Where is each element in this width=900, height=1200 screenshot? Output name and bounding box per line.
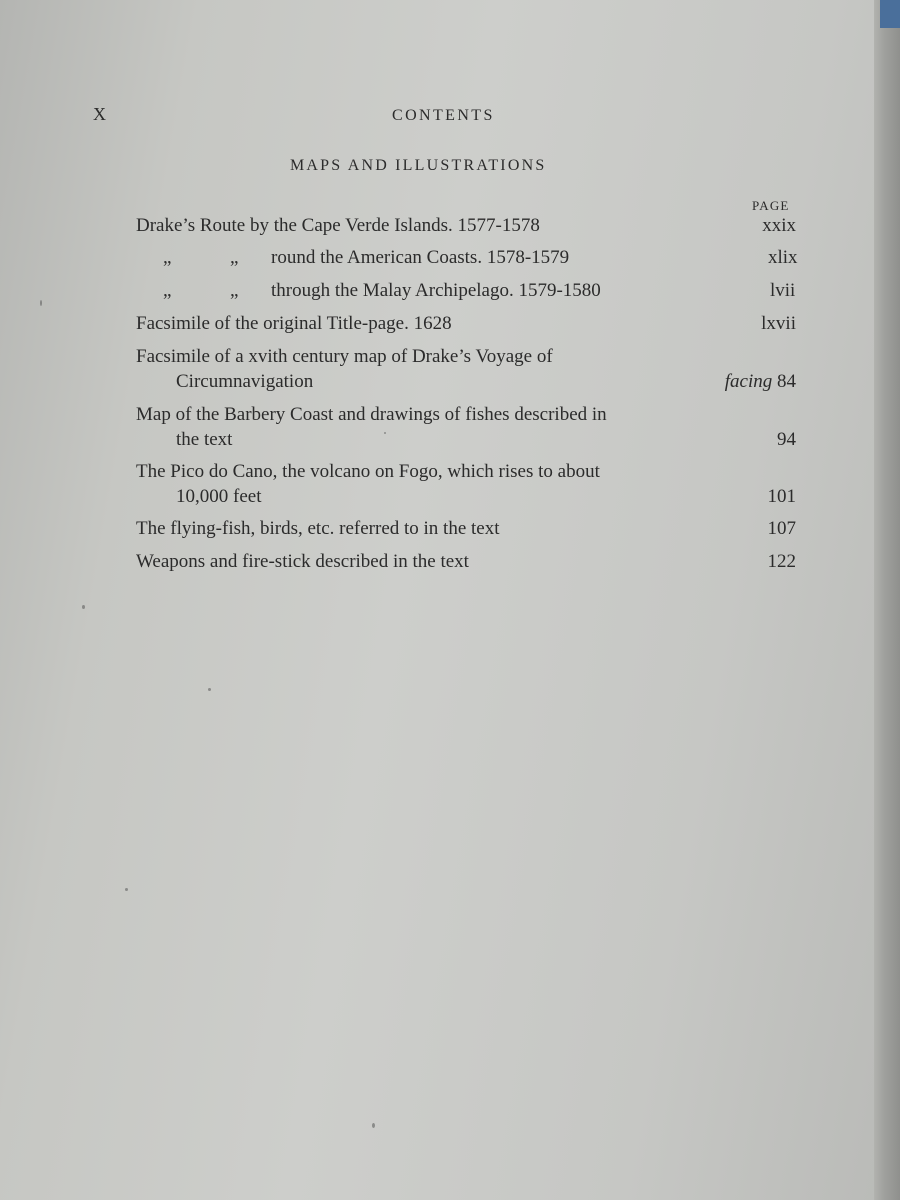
folio-number: X — [93, 104, 107, 124]
page-number: 84 — [777, 371, 796, 392]
cover-edge — [880, 0, 900, 28]
entry-text: Facsimile of a xvith century map of Drake’s Voyage of — [136, 346, 553, 367]
paper-speck — [384, 432, 386, 434]
entry-text: Weapons and fire-stick described in the text — [136, 551, 469, 572]
entry-page: xlix — [768, 247, 798, 268]
paper-speck — [125, 888, 128, 891]
entry-text: Facsimile of the original Title-page. 1628 — [136, 313, 452, 334]
paper-speck — [82, 605, 85, 609]
entry-page: 107 — [767, 518, 796, 539]
ditto-mark: „ — [230, 247, 239, 268]
paper-speck — [40, 300, 42, 306]
entry-page: 94 — [777, 429, 796, 450]
entry-text: The flying-fish, birds, etc. referred to in the text — [136, 518, 500, 539]
page-edge — [874, 0, 900, 1200]
ditto-mark: „ — [163, 280, 172, 301]
paper-speck — [208, 688, 211, 691]
entry-page: 101 — [767, 486, 796, 507]
entry-page: xxix — [762, 215, 796, 236]
entry-page: 122 — [767, 551, 796, 572]
list-item — [136, 549, 796, 574]
facing-label: facing — [724, 371, 773, 392]
entry-page: lxvii — [761, 313, 796, 334]
entry-text: through the Malay Archipelago. 1579-1580 — [271, 280, 601, 301]
entry-text: round the American Coasts. 1578-1579 — [271, 247, 570, 268]
running-head: CONTENTS — [392, 107, 495, 124]
entry-text: 10,000 feet — [176, 486, 262, 507]
list-item — [136, 213, 796, 238]
list-item — [136, 459, 796, 509]
list-item — [136, 402, 796, 452]
section-title: MAPS AND ILLUSTRATIONS — [290, 157, 547, 174]
ditto-mark: „ — [230, 280, 239, 301]
entry-text: The Pico do Cano, the volcano on Fogo, which rises to about — [136, 461, 600, 482]
entry-page: lvii — [770, 280, 796, 301]
paper-speck — [372, 1123, 375, 1128]
entry-page — [725, 369, 796, 394]
entry-text: Drake’s Route by the Cape Verde Islands. 1577-1578 — [136, 215, 540, 236]
page-column-head: PAGE — [752, 198, 790, 213]
entry-text: Map of the Barbery Coast and drawings of fishes described in — [136, 404, 607, 425]
list-item — [136, 516, 796, 541]
entry-text: Circumnavigation — [176, 371, 314, 392]
ditto-mark: „ — [163, 247, 172, 268]
list-item — [136, 311, 796, 336]
list-item — [136, 344, 796, 394]
entry-text: the text — [176, 429, 233, 450]
